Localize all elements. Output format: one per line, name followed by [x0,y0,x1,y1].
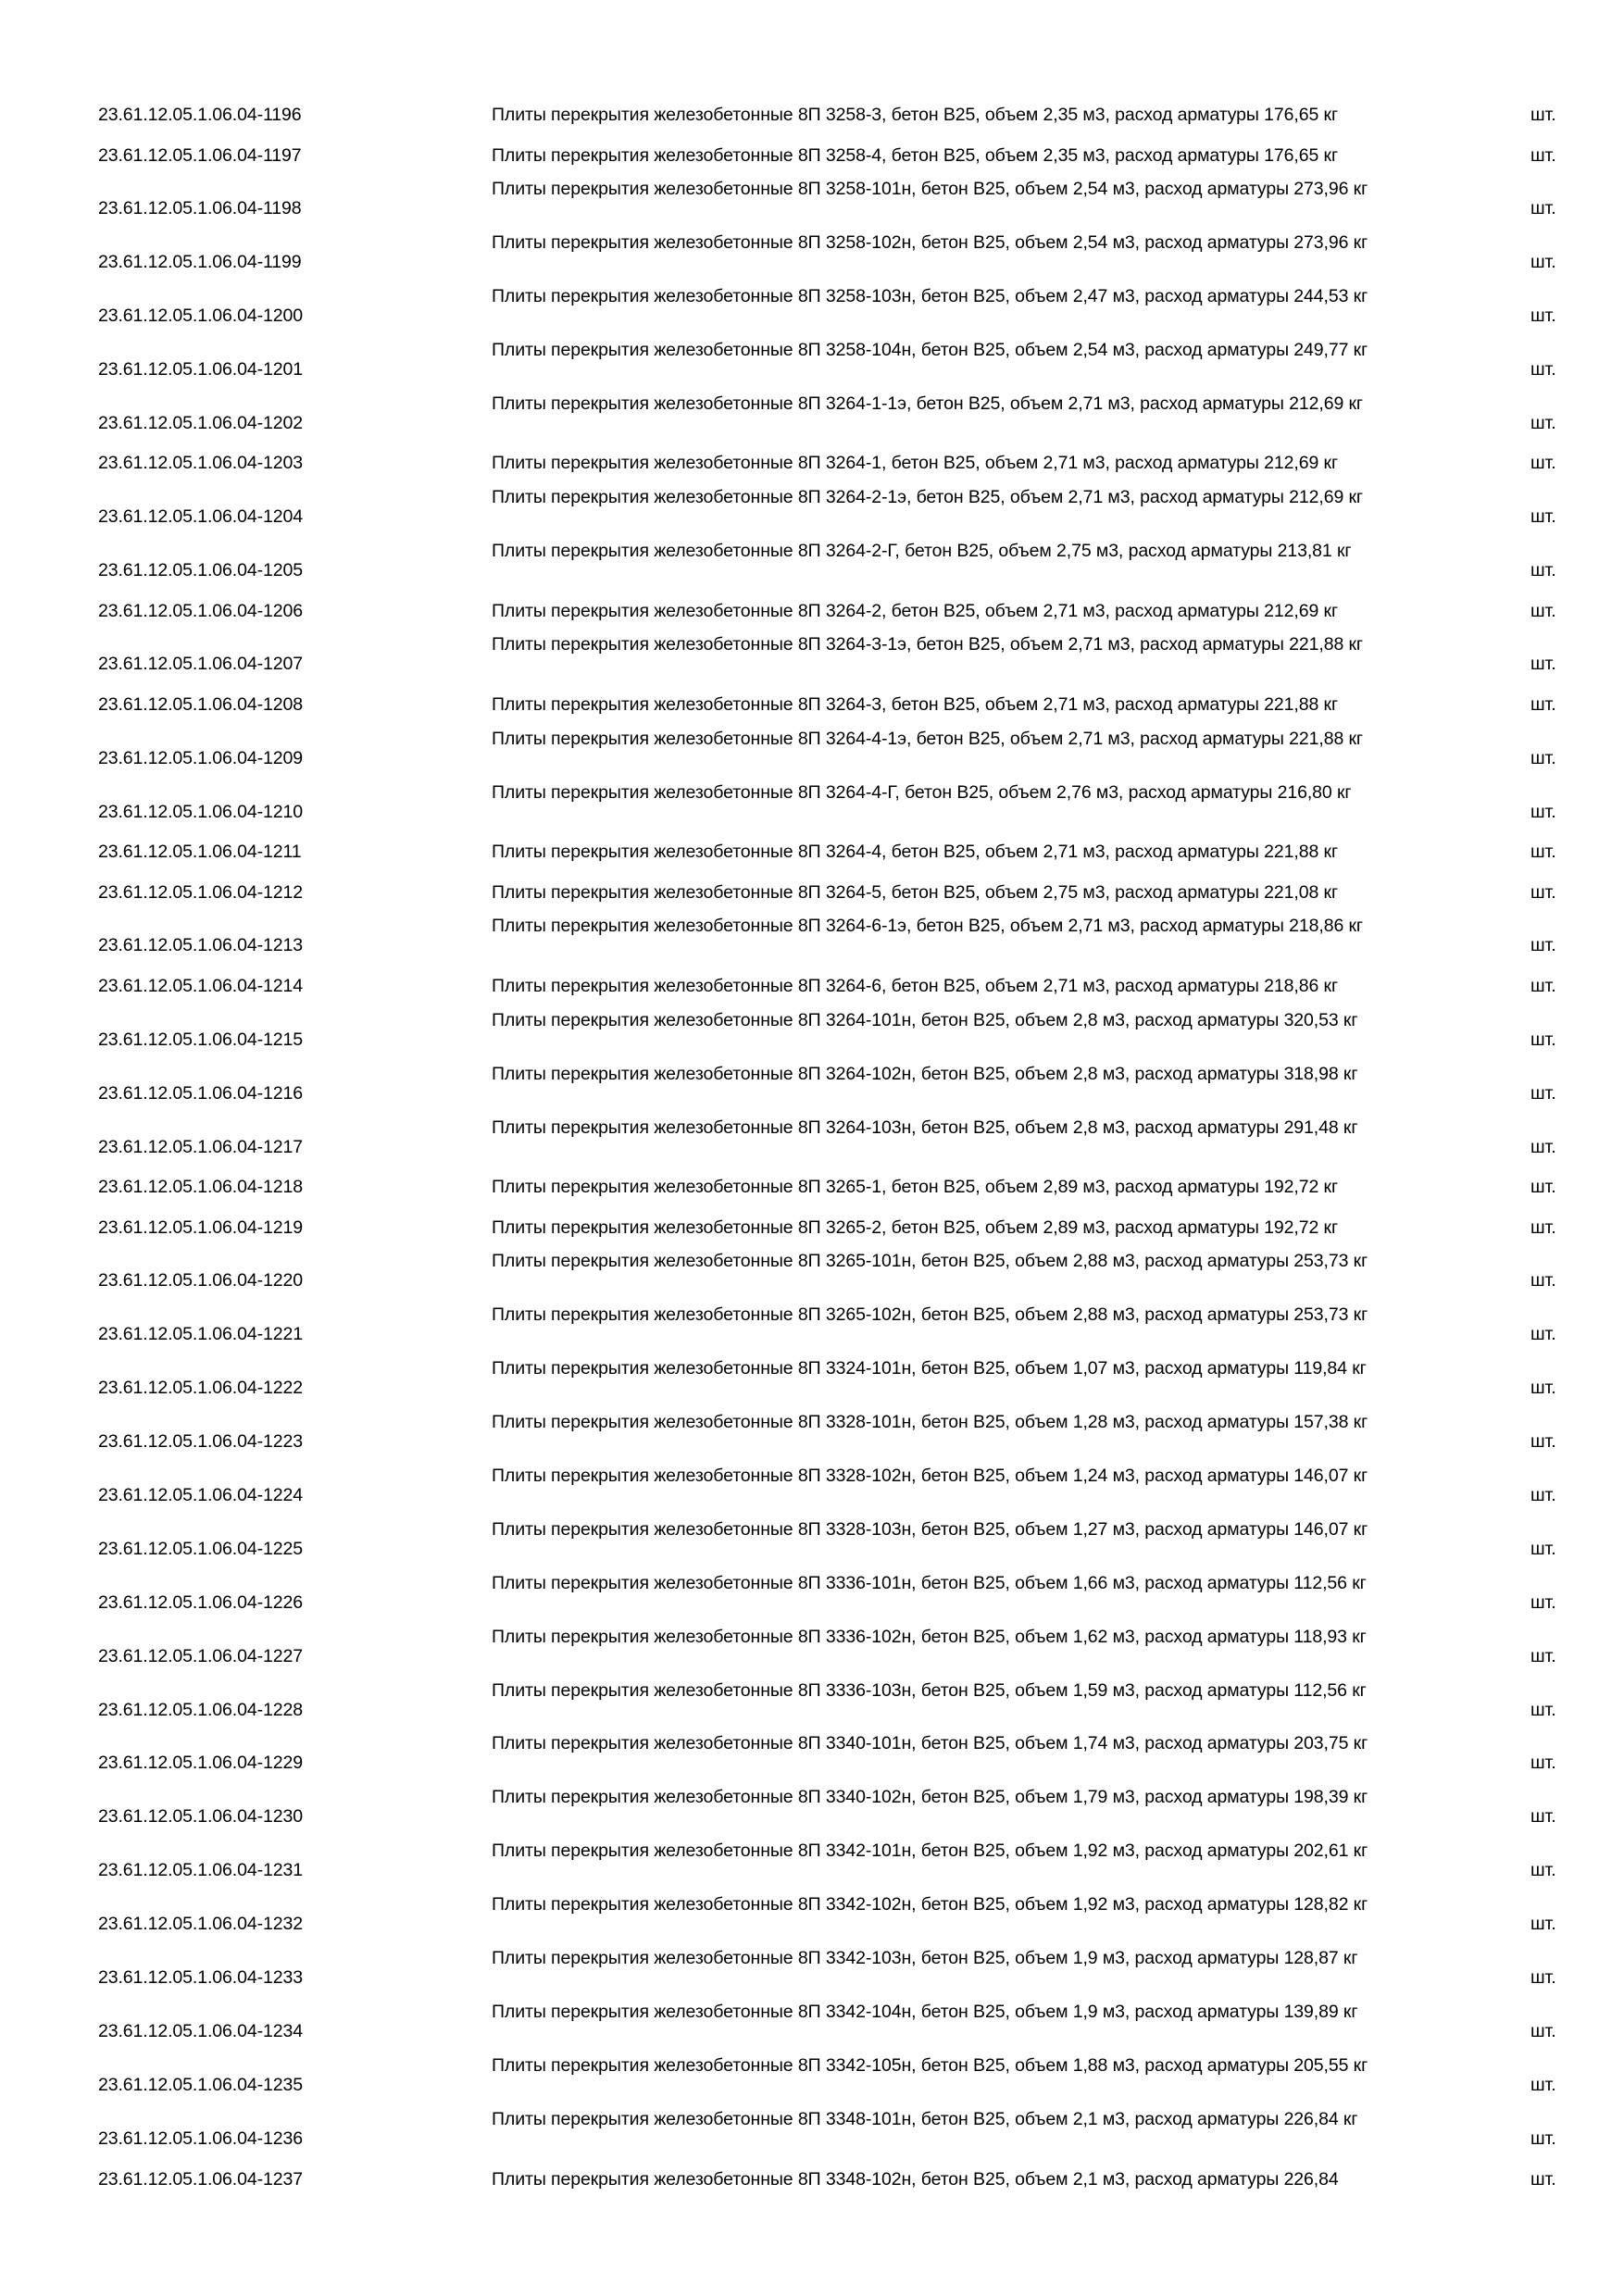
item-unit: шт. [1530,412,1556,433]
table-row [98,1174,1580,1215]
item-description: Плиты перекрытия железобетонные 8П 3348-102н, бетон В25, объем 2,1 м3, расход арматуры 226,84 [492,2168,1339,2190]
table-row [98,1679,1580,1738]
item-unit: шт. [1530,1431,1556,1453]
item-description: Плиты перекрытия железобетонные 8П 3264-4, бетон В25, объем 2,71 м3, расход арматуры 221,88 кг [492,842,1338,863]
item-code: 23.61.12.05.1.06.04-1212 [98,881,303,903]
item-unit: шт. [1530,251,1556,272]
item-code: 23.61.12.05.1.06.04-1237 [98,2168,303,2190]
item-unit: шт. [1530,1217,1556,1238]
item-code: 23.61.12.05.1.06.04-1225 [98,1538,303,1559]
table-row [98,728,1580,786]
item-code: 23.61.12.05.1.06.04-1210 [98,801,303,822]
table-row [98,231,1580,290]
table-row [98,2054,1580,2113]
item-unit: шт. [1530,1699,1556,1720]
item-code: 23.61.12.05.1.06.04-1236 [98,2128,303,2149]
item-code: 23.61.12.05.1.06.04-1203 [98,453,303,474]
item-unit: шт. [1530,1645,1556,1666]
item-code: 23.61.12.05.1.06.04-1231 [98,1860,303,1881]
table-row [98,1626,1580,1684]
item-code: 23.61.12.05.1.06.04-1207 [98,654,303,675]
item-code: 23.61.12.05.1.06.04-1197 [98,144,302,166]
table-row [98,2001,1580,2059]
item-description: Плиты перекрытия железобетонные 8П 3328-102н, бетон В25, объем 1,24 м3, расход арматуры 146,07 кг [492,1466,1368,1487]
table-row [98,2108,1580,2166]
item-code: 23.61.12.05.1.06.04-1235 [98,2074,303,2095]
item-code: 23.61.12.05.1.06.04-1206 [98,600,303,621]
item-description: Плиты перекрытия железобетонные 8П 3264-4-1э, бетон В25, объем 2,71 м3, расход арматуры 221,88 кг [492,728,1363,749]
item-code: 23.61.12.05.1.06.04-1216 [98,1082,303,1104]
item-unit: шт. [1530,654,1556,675]
table-row [98,1251,1580,1308]
item-code: 23.61.12.05.1.06.04-1213 [98,935,303,956]
item-unit: шт. [1530,144,1556,166]
item-code: 23.61.12.05.1.06.04-1209 [98,747,303,768]
item-code: 23.61.12.05.1.06.04-1208 [98,694,303,716]
item-code: 23.61.12.05.1.06.04-1221 [98,1324,303,1345]
table-row [98,2166,1580,2207]
item-description: Плиты перекрытия железобетонные 8П 3348-101н, бетон В25, объем 2,1 м3, расход арматуры 226,84 кг [492,2108,1358,2129]
item-description: Плиты перекрытия железобетонные 8П 3342-102н, бетон В25, объем 1,92 м3, расход арматуры 128,82 кг [492,1894,1368,1915]
item-code: 23.61.12.05.1.06.04-1201 [98,358,303,380]
item-description: Плиты перекрытия железобетонные 8П 3264-1-1э, бетон В25, объем 2,71 м3, расход арматуры 212,69 кг [492,393,1363,414]
item-unit: шт. [1530,1378,1556,1399]
item-code: 23.61.12.05.1.06.04-1214 [98,976,303,997]
item-description: Плиты перекрытия железобетонные 8П 3264-3-1э, бетон В25, объем 2,71 м3, расход арматуры 221,88 кг [492,634,1363,655]
item-unit: шт. [1530,976,1556,997]
item-description: Плиты перекрытия железобетонные 8П 3328-101н, бетон В25, объем 1,28 м3, расход арматуры 157,38 кг [492,1412,1368,1433]
table-row [98,781,1580,840]
item-unit: шт. [1530,1082,1556,1104]
item-code: 23.61.12.05.1.06.04-1202 [98,412,303,433]
item-description: Плиты перекрытия железобетонные 8П 3264-2-Г, бетон В25, объем 2,75 м3, расход арматуры 213,81 кг [492,540,1352,561]
item-unit: шт. [1530,1753,1556,1774]
table-row [98,1412,1580,1469]
table-row [98,540,1580,598]
item-description: Плиты перекрытия железобетонные 8П 3265-101н, бетон В25, объем 2,88 м3, расход арматуры 253,73 кг [492,1251,1368,1272]
item-description: Плиты перекрытия железобетонные 8П 3264-102н, бетон В25, объем 2,8 м3, расход арматуры 318,98 кг [492,1063,1358,1084]
item-description: Плиты перекрытия железобетонные 8П 3336-102н, бетон В25, объем 1,62 м3, расход арматуры 118,93 кг [492,1626,1367,1647]
table-row [98,102,1580,143]
table-row [98,1948,1580,2005]
table-row [98,486,1580,544]
item-unit: шт. [1530,1860,1556,1881]
item-unit: шт. [1530,1914,1556,1935]
item-code: 23.61.12.05.1.06.04-1200 [98,305,303,326]
item-unit: шт. [1530,105,1556,125]
item-description: Плиты перекрытия железобетонные 8П 3336-103н, бетон В25, объем 1,59 м3, расход арматуры 112,56 кг [492,1679,1367,1701]
item-description: Плиты перекрытия железобетонные 8П 3258-104н, бетон В25, объем 2,54 м3, расход арматуры 249,77 кг [492,339,1368,360]
item-description: Плиты перекрытия железобетонные 8П 3264-2-1э, бетон В25, объем 2,71 м3, расход арматуры 212,69 кг [492,486,1363,507]
item-code: 23.61.12.05.1.06.04-1230 [98,1806,303,1828]
table-row [98,1787,1580,1844]
table-row [98,1841,1580,1898]
table-row [98,634,1580,692]
item-code: 23.61.12.05.1.06.04-1215 [98,1029,303,1050]
item-code: 23.61.12.05.1.06.04-1217 [98,1136,303,1157]
item-description: Плиты перекрытия железобетонные 8П 3264-6, бетон В25, объем 2,71 м3, расход арматуры 218,86 кг [492,976,1338,997]
table-row [98,1358,1580,1416]
table-row [98,1894,1580,1952]
item-unit: шт. [1530,694,1556,716]
item-unit: шт. [1530,559,1556,580]
item-unit: шт. [1530,881,1556,903]
item-unit: шт. [1530,1806,1556,1828]
item-unit: шт. [1530,747,1556,768]
item-code: 23.61.12.05.1.06.04-1227 [98,1645,303,1666]
item-description: Плиты перекрытия железобетонные 8П 3264-4-Г, бетон В25, объем 2,76 м3, расход арматуры 216,80 кг [492,781,1352,803]
item-unit: шт. [1530,1324,1556,1345]
item-code: 23.61.12.05.1.06.04-1234 [98,2020,303,2041]
item-description: Плиты перекрытия железобетонные 8П 3265-1, бетон В25, объем 2,89 м3, расход арматуры 192,72 кг [492,1177,1338,1198]
item-description: Плиты перекрытия железобетонные 8П 3342-103н, бетон В25, объем 1,9 м3, расход арматуры 128,87 кг [492,1948,1358,1969]
item-code: 23.61.12.05.1.06.04-1222 [98,1378,303,1399]
item-description: Плиты перекрытия железобетонные 8П 3258-102н, бетон В25, объем 2,54 м3, расход арматуры 273,96 кг [492,231,1368,253]
item-unit: шт. [1530,1270,1556,1292]
item-unit: шт. [1530,1177,1556,1198]
table-row [98,916,1580,973]
item-unit: шт. [1530,1967,1556,1989]
item-unit: шт. [1530,2074,1556,2095]
item-unit: шт. [1530,1029,1556,1050]
item-unit: шт. [1530,453,1556,474]
item-description: Плиты перекрытия железобетонные 8П 3258-103н, бетон В25, объем 2,47 м3, расход арматуры 244,53 кг [492,285,1368,306]
item-description: Плиты перекрытия железобетонные 8П 3258-3, бетон В25, объем 2,35 м3, расход арматуры 176,65 кг [492,105,1338,125]
item-description: Плиты перекрытия железобетонные 8П 3265-2, бетон В25, объем 2,89 м3, расход арматуры 192,72 кг [492,1217,1338,1238]
item-description: Плиты перекрытия железобетонные 8П 3336-101н, бетон В25, объем 1,66 м3, расход арматуры 112,56 кг [492,1572,1367,1593]
item-description: Плиты перекрытия железобетонные 8П 3264-5, бетон В25, объем 2,75 м3, расход арматуры 221,08 кг [492,881,1338,903]
table-row [98,1304,1580,1362]
table-row [98,1009,1580,1067]
item-code: 23.61.12.05.1.06.04-1205 [98,559,303,580]
item-unit: шт. [1530,600,1556,621]
item-code: 23.61.12.05.1.06.04-1211 [98,842,302,863]
table-row [98,1466,1580,1523]
item-description: Плиты перекрытия железобетонные 8П 3342-101н, бетон В25, объем 1,92 м3, расход арматуры 202,61 кг [492,1841,1368,1862]
item-code: 23.61.12.05.1.06.04-1233 [98,1967,303,1989]
item-unit: шт. [1530,1538,1556,1559]
table-row [98,1733,1580,1791]
item-description: Плиты перекрытия железобетонные 8П 3258-101н, бетон В25, объем 2,54 м3, расход арматуры 273,96 кг [492,179,1368,199]
item-unit: шт. [1530,801,1556,822]
item-unit: шт. [1530,1591,1556,1613]
item-unit: шт. [1530,2128,1556,2149]
table-row [98,285,1580,343]
item-code: 23.61.12.05.1.06.04-1229 [98,1753,303,1774]
table-row [98,1572,1580,1630]
item-code: 23.61.12.05.1.06.04-1204 [98,505,303,527]
item-code: 23.61.12.05.1.06.04-1220 [98,1270,303,1292]
item-unit: шт. [1530,1485,1556,1506]
item-description: Плиты перекрытия железобетонные 8П 3340-102н, бетон В25, объем 1,79 м3, расход арматуры 198,39 кг [492,1787,1368,1808]
table-row [98,339,1580,397]
item-code: 23.61.12.05.1.06.04-1232 [98,1914,303,1935]
item-description: Плиты перекрытия железобетонные 8П 3264-1, бетон В25, объем 2,71 м3, расход арматуры 212,69 кг [492,453,1338,474]
item-description: Плиты перекрытия железобетонные 8П 3340-101н, бетон В25, объем 1,74 м3, расход арматуры 203,75 кг [492,1733,1368,1754]
item-description: Плиты перекрытия железобетонные 8П 3342-105н, бетон В25, объем 1,88 м3, расход арматуры 205,55 кг [492,2054,1368,2076]
item-unit: шт. [1530,505,1556,527]
item-description: Плиты перекрытия железобетонные 8П 3264-6-1э, бетон В25, объем 2,71 м3, расход арматуры 218,86 кг [492,916,1363,937]
item-code: 23.61.12.05.1.06.04-1219 [98,1217,303,1238]
item-code: 23.61.12.05.1.06.04-1199 [98,251,302,272]
item-description: Плиты перекрытия железобетонные 8П 3264-103н, бетон В25, объем 2,8 м3, расход арматуры 291,48 кг [492,1117,1358,1138]
table-row [98,839,1580,880]
item-unit: шт. [1530,842,1556,863]
item-description: Плиты перекрытия железобетонные 8П 3264-3, бетон В25, объем 2,71 м3, расход арматуры 221,88 кг [492,694,1338,716]
item-unit: шт. [1530,1136,1556,1157]
table-row [98,1117,1580,1175]
item-code: 23.61.12.05.1.06.04-1224 [98,1485,303,1506]
item-code: 23.61.12.05.1.06.04-1196 [98,105,302,125]
item-unit: шт. [1530,358,1556,380]
item-description: Плиты перекрытия железобетонные 8П 3265-102н, бетон В25, объем 2,88 м3, расход арматуры 253,73 кг [492,1304,1368,1326]
item-unit: шт. [1530,2168,1556,2190]
item-description: Плиты перекрытия железобетонные 8П 3342-104н, бетон В25, объем 1,9 м3, расход арматуры 139,89 кг [492,2001,1358,2022]
item-code: 23.61.12.05.1.06.04-1228 [98,1699,303,1720]
table-row [98,1063,1580,1121]
item-unit: шт. [1530,2020,1556,2041]
item-code: 23.61.12.05.1.06.04-1218 [98,1177,303,1198]
item-unit: шт. [1530,935,1556,956]
item-description: Плиты перекрытия железобетонные 8П 3264-101н, бетон В25, объем 2,8 м3, расход арматуры 320,53 кг [492,1009,1358,1030]
item-code: 23.61.12.05.1.06.04-1223 [98,1431,303,1453]
item-description: Плиты перекрытия железобетонные 8П 3324-101н, бетон В25, объем 1,07 м3, расход арматуры 119,84 кг [492,1358,1367,1379]
table-row [98,179,1580,236]
item-unit: шт. [1530,198,1556,218]
table-row [98,393,1580,451]
item-description: Плиты перекрытия железобетонные 8П 3264-2, бетон В25, объем 2,71 м3, расход арматуры 212,69 кг [492,600,1338,621]
item-description: Плиты перекрытия железобетонные 8П 3328-103н, бетон В25, объем 1,27 м3, расход арматуры 146,07 кг [492,1518,1368,1540]
price-list-table [98,102,1580,2206]
item-description: Плиты перекрытия железобетонные 8П 3258-4, бетон В25, объем 2,35 м3, расход арматуры 176,65 кг [492,144,1338,166]
item-code: 23.61.12.05.1.06.04-1198 [98,198,302,218]
item-unit: шт. [1530,305,1556,326]
table-row [98,1518,1580,1577]
item-code: 23.61.12.05.1.06.04-1226 [98,1591,303,1613]
